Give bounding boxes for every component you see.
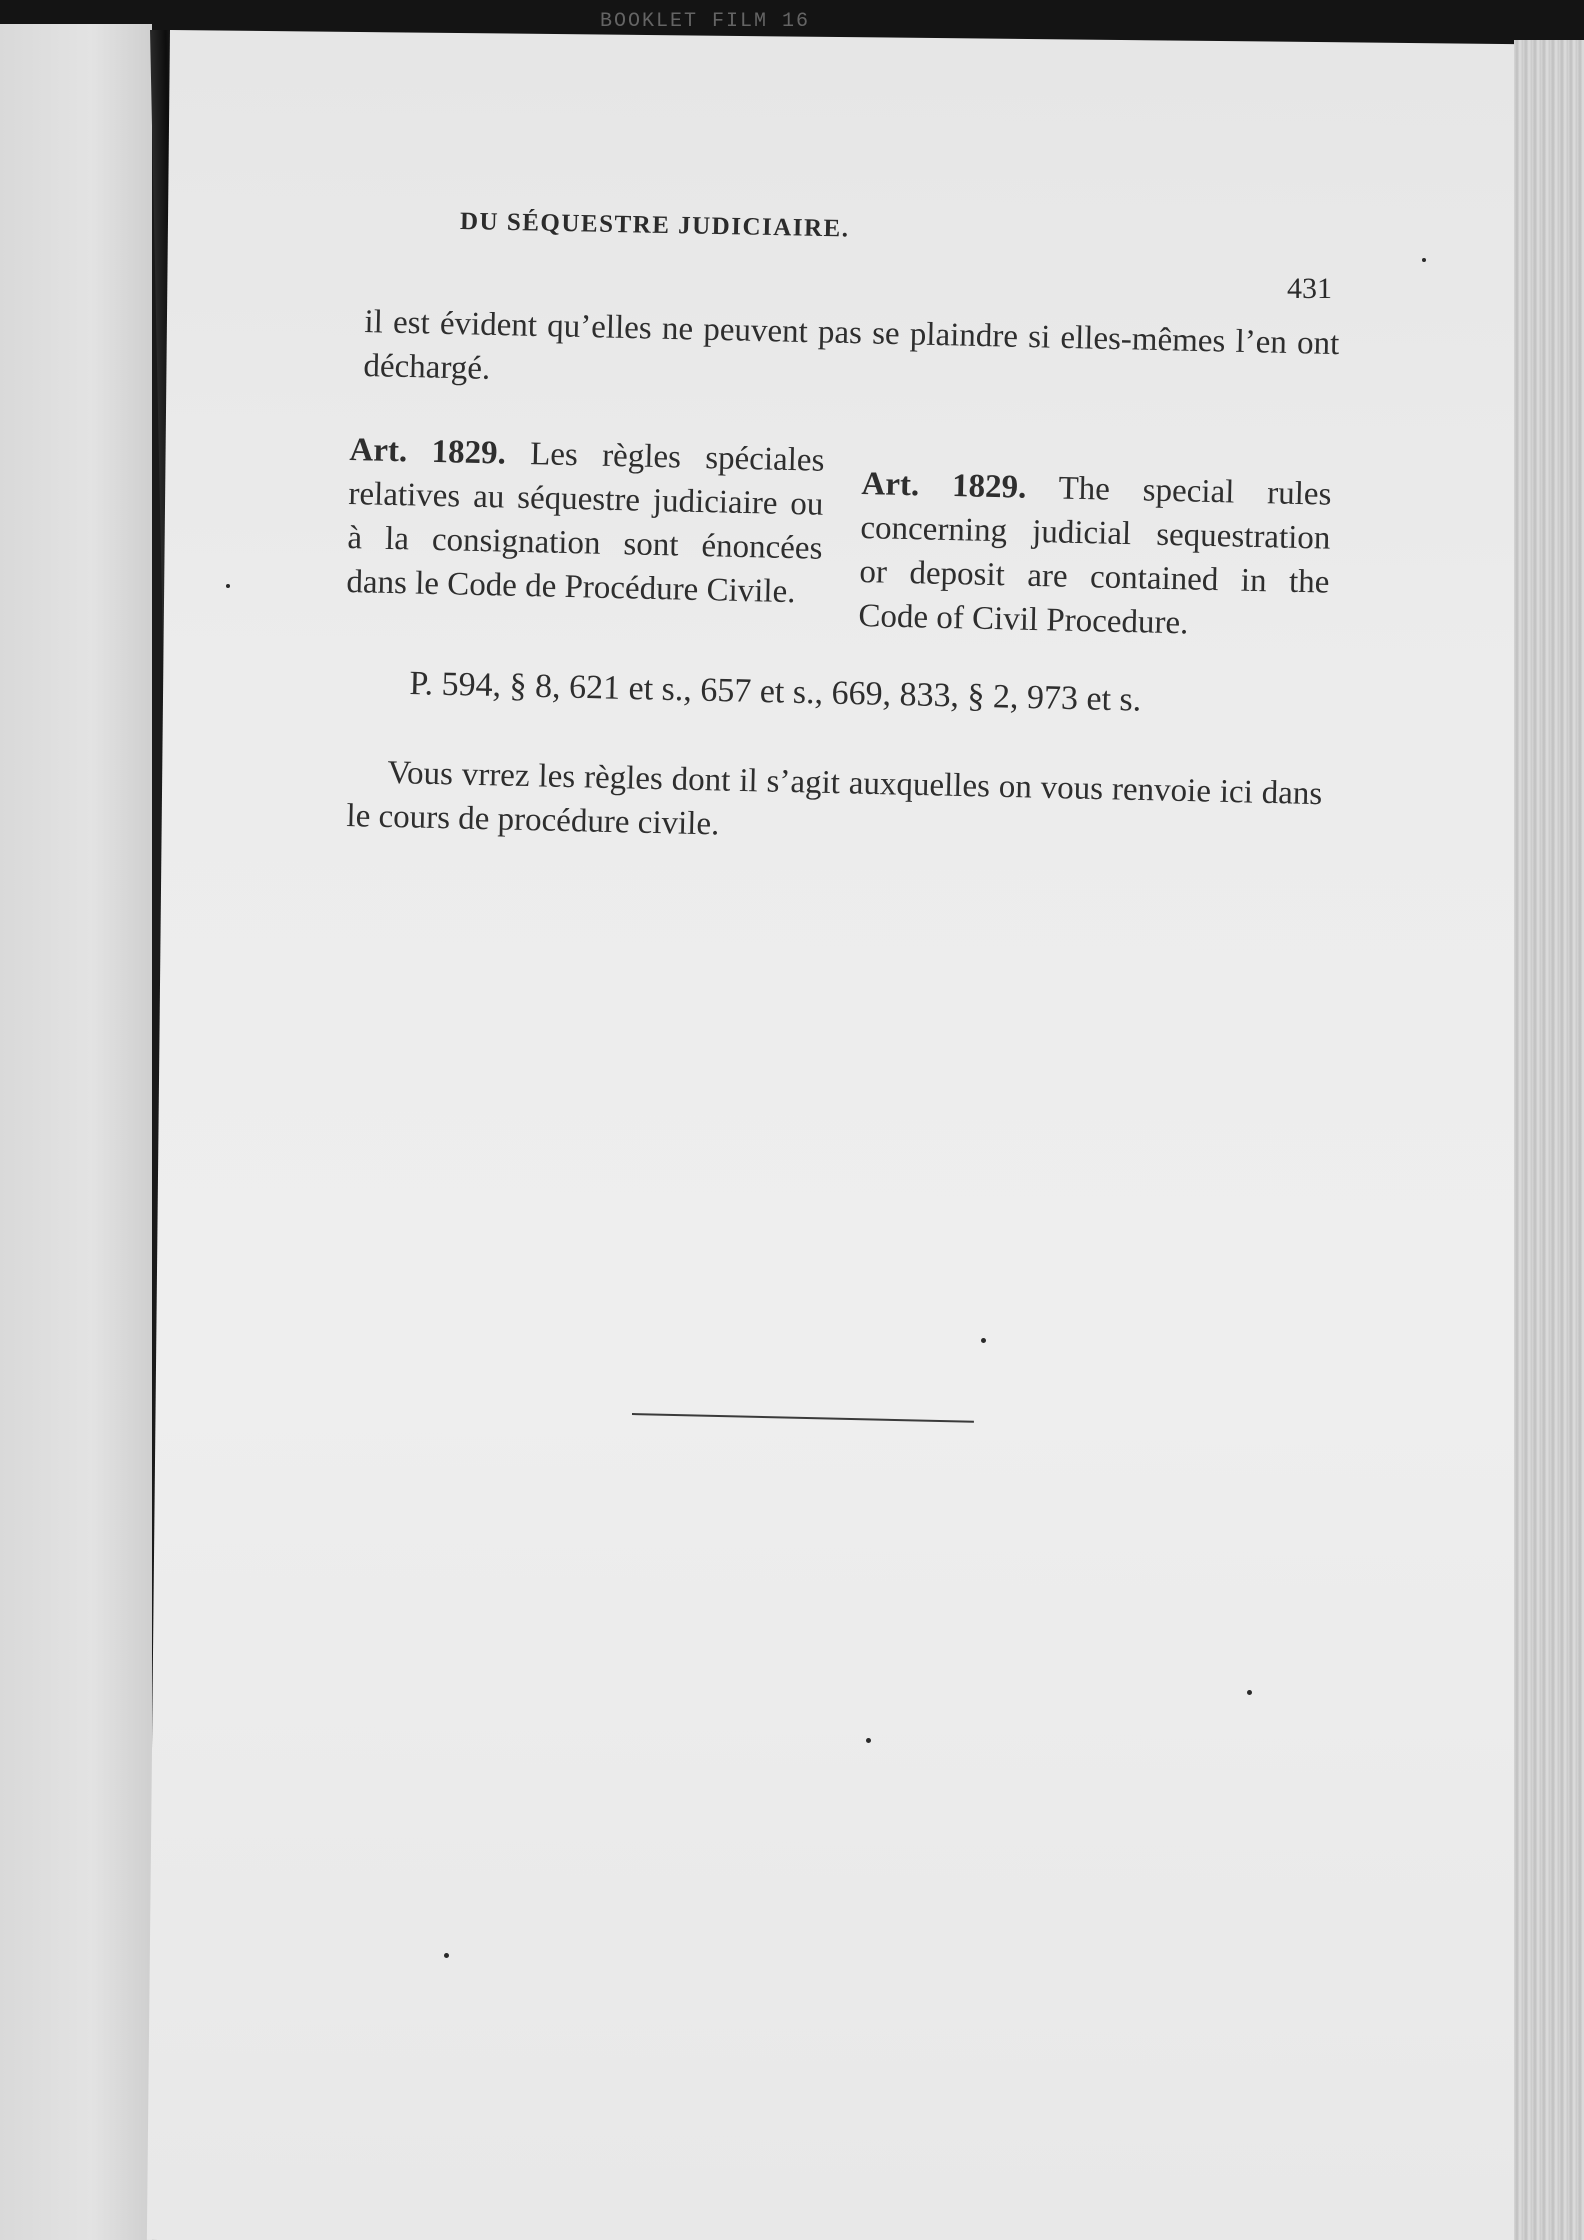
- dust-speck: [1247, 1690, 1252, 1695]
- article-french-label: Art. 1829.: [349, 431, 507, 472]
- dust-speck: [866, 1738, 871, 1743]
- article-english-text: The special rules concerning judicial sequestration or deposit are contained in the Code of Civil Procedure.: [858, 470, 1332, 642]
- scanner-strip-text: BOOKLET FILM 16: [600, 10, 811, 33]
- article-english-column: [858, 462, 1332, 649]
- running-title: DU SÉQUESTRE JUDICIAIRE.: [459, 208, 850, 243]
- article-french-text: Les règles spéciales relatives au séquestre judiciaire ou à la consignation sont énoncées dans le Code de Procédure Civile.: [346, 436, 825, 611]
- page-number: 431: [1287, 272, 1332, 305]
- facing-page-edge: [0, 24, 152, 2240]
- article-english-label: Art. 1829.: [861, 465, 1027, 506]
- commentary-text: Vous vrrez les règles dont il s’agit auxquelles on vous renvoie ici dans le cours de procédure civile.: [346, 754, 1323, 843]
- dust-speck: [444, 1953, 449, 1958]
- dust-speck: [981, 1338, 986, 1343]
- dust-speck: [226, 584, 230, 588]
- page-stack-edge: [1514, 40, 1584, 2240]
- article-references: P. 594, § 8, 621 et s., 657 et s., 669, 833, § 2, 973 et s.: [409, 664, 1142, 719]
- continuation-paragraph: il est évident qu’elles ne peuvent pas se plaindre si elles-mêmes l’en ont déchargé.: [363, 303, 1340, 387]
- article-french-column: [346, 428, 825, 615]
- dust-speck: [1422, 258, 1426, 262]
